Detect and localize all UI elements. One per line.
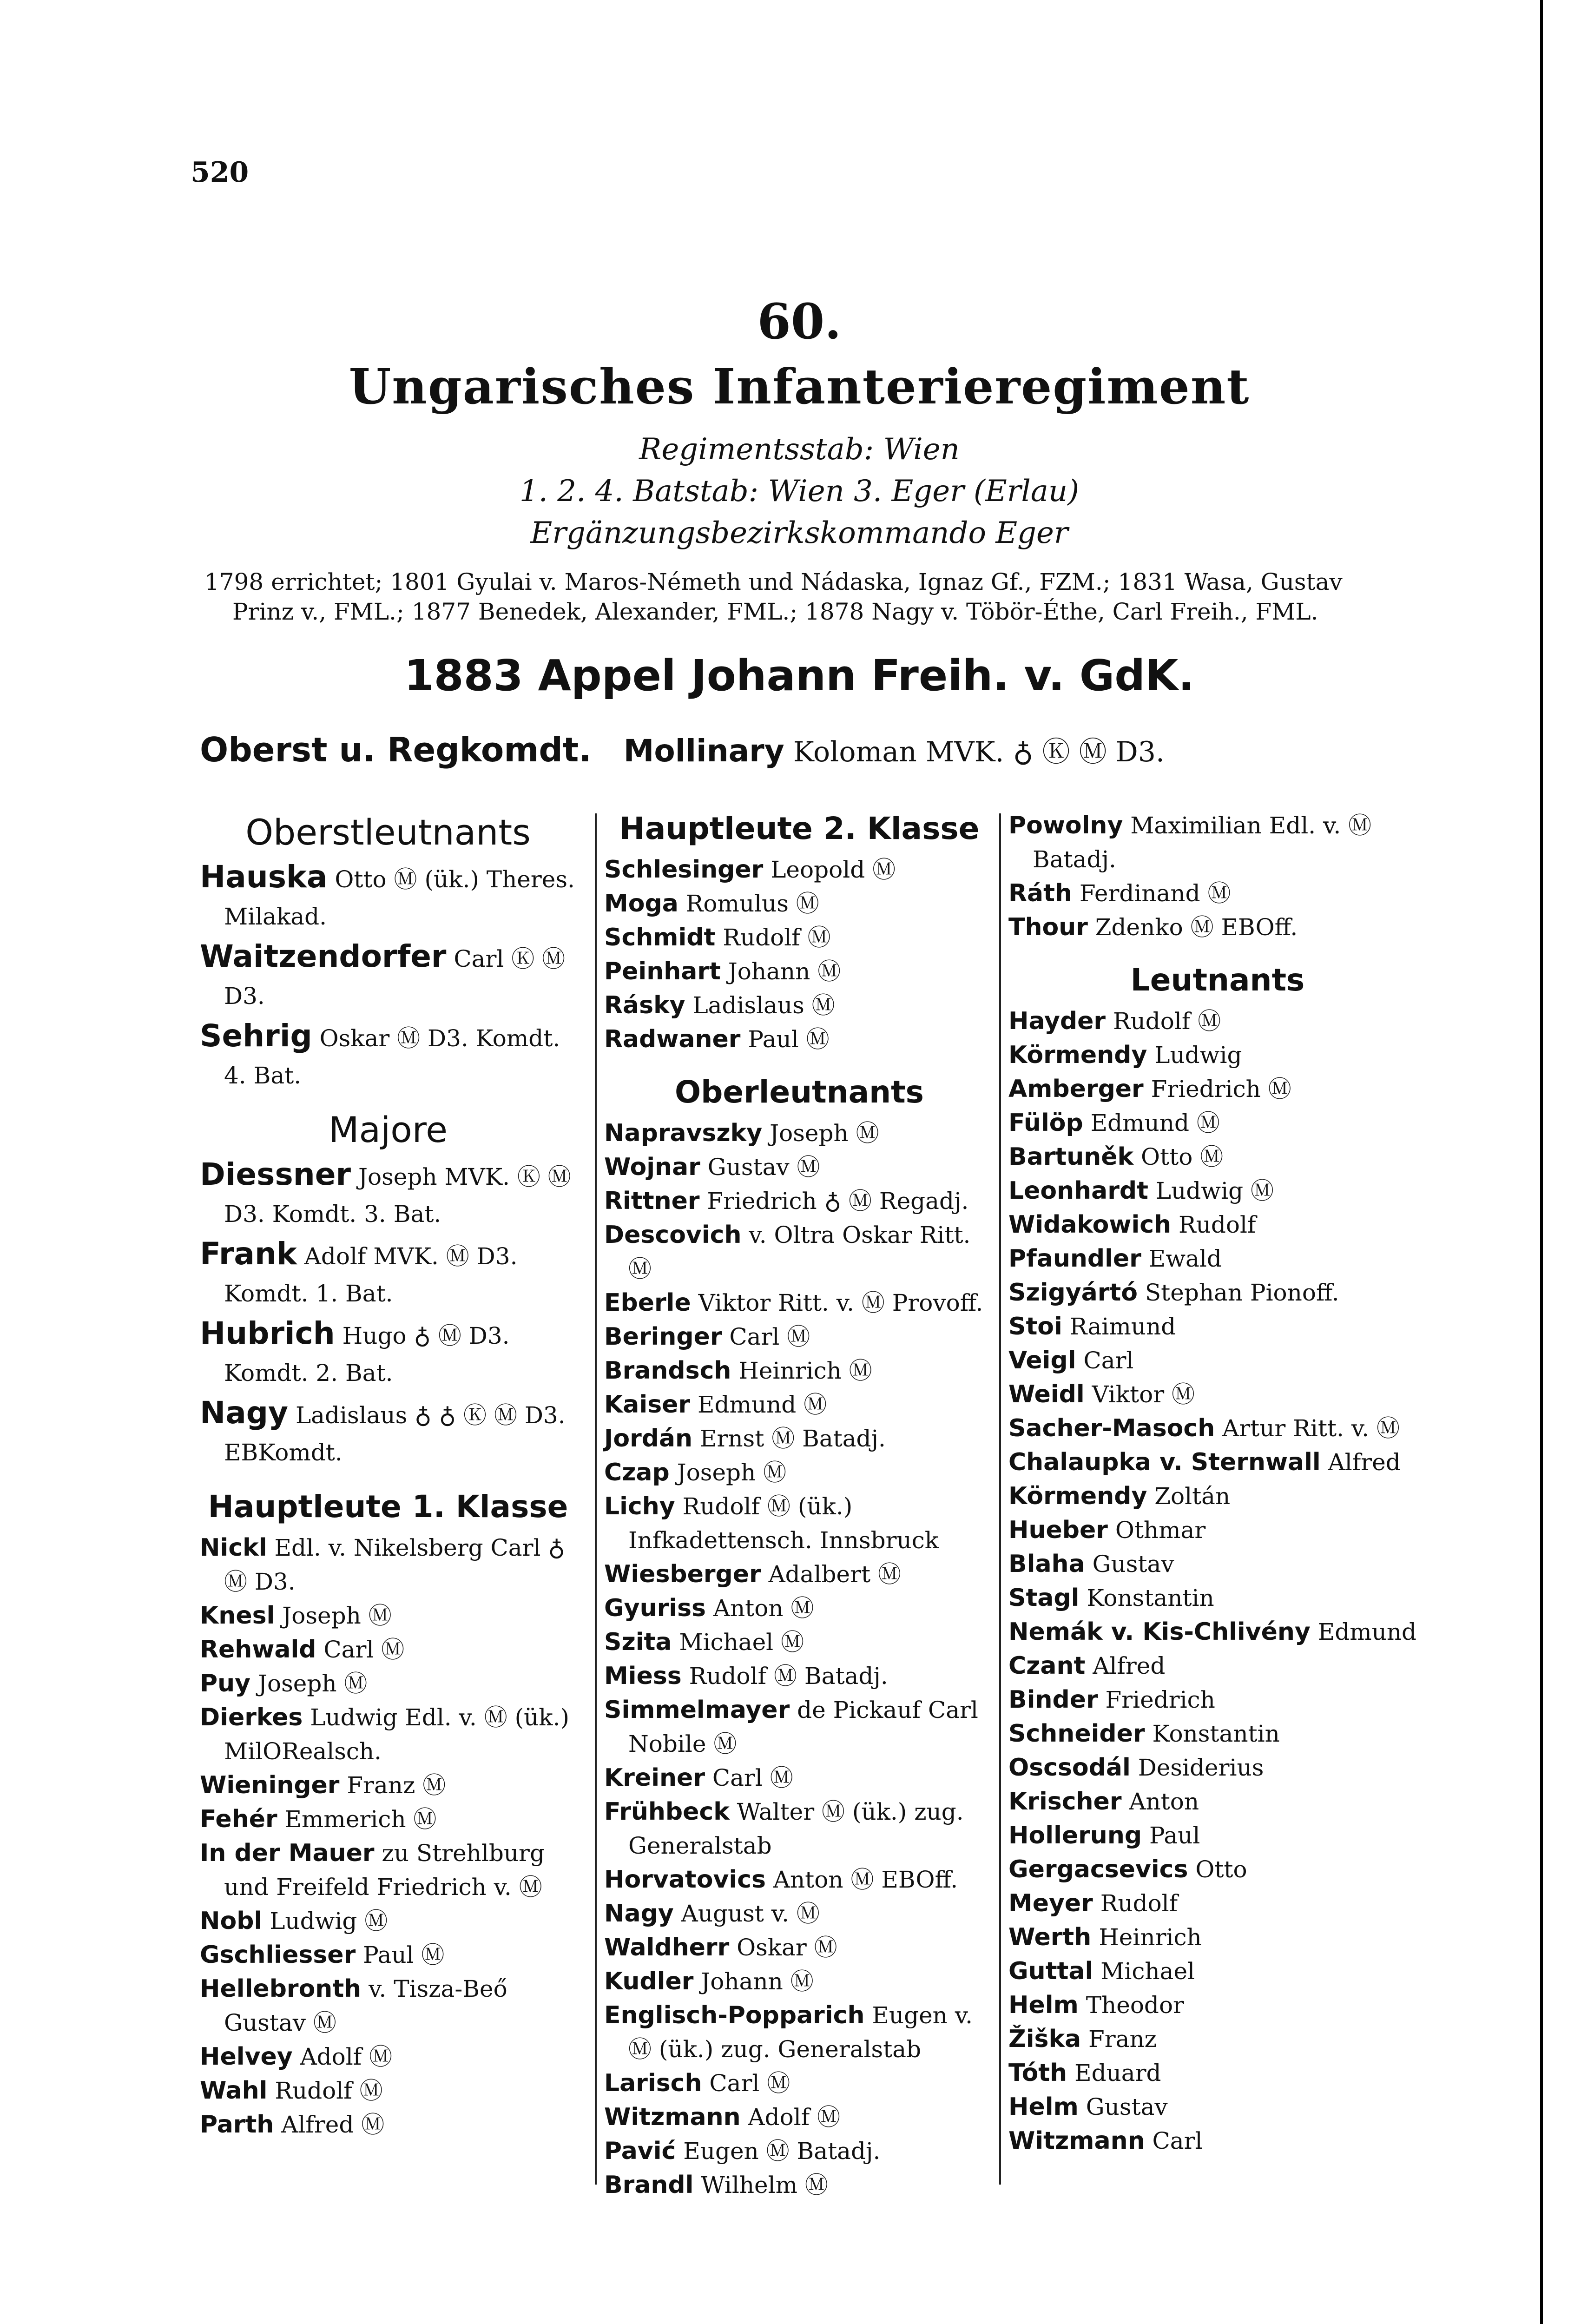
officer-surname: Parth bbox=[200, 2111, 274, 2139]
officer-details: Alfred Ⓜ bbox=[274, 2111, 385, 2138]
officer-details: Alfred bbox=[1085, 1652, 1166, 1679]
officer-entry bbox=[200, 1156, 576, 1233]
officer-surname: Englisch-Popparich bbox=[604, 2001, 865, 2029]
officer-surname: Kudler bbox=[604, 1967, 694, 1995]
officer-details: Desiderius bbox=[1130, 1754, 1264, 1781]
officer-details: Rudolf Ⓜ bbox=[1106, 1008, 1221, 1035]
officer-surname: Schneider bbox=[1008, 1720, 1145, 1748]
officer-details: Joseph Ⓜ bbox=[762, 1120, 879, 1147]
officer-surname: Rásky bbox=[604, 991, 685, 1019]
officer-surname: Körmendy bbox=[1008, 1041, 1147, 1069]
officer-entry bbox=[1008, 1344, 1427, 1378]
officer-entry bbox=[200, 1633, 576, 1667]
officer-details: Rudolf Ⓜ (ük.) Infkadettensch. Innsbruck bbox=[628, 1493, 939, 1554]
officer-entry bbox=[604, 1625, 995, 1659]
officer-details: Franz Ⓜ bbox=[339, 1772, 446, 1799]
officer-details: Hugo ♁ Ⓜ D3. Komdt. 2. Bat. bbox=[224, 1322, 510, 1386]
officer-surname: Nagy bbox=[604, 1900, 674, 1928]
officer-details: Anton bbox=[1121, 1788, 1199, 1815]
roster-column-2 bbox=[604, 809, 995, 2202]
officer-surname: Simmelmayer bbox=[604, 1696, 790, 1724]
officer-entry bbox=[1008, 2022, 1427, 2056]
officer-surname: Helvey bbox=[200, 2043, 293, 2071]
officer-details: Paul Ⓜ bbox=[740, 1026, 830, 1053]
battalion-staff-location: 1. 2. 4. Batstab: Wien 3. Eger (Erlau) bbox=[519, 474, 1080, 508]
officer-surname: Frank bbox=[200, 1236, 297, 1272]
officer-entry bbox=[604, 1422, 995, 1456]
officer-details: Friedrich Ⓜ bbox=[1143, 1076, 1291, 1103]
officer-entry bbox=[200, 1667, 576, 1701]
officer-entry bbox=[1008, 809, 1427, 877]
officer-entry bbox=[1008, 1547, 1427, 1581]
officer-details: Ludwig Ⓜ bbox=[1148, 1177, 1274, 1204]
officer-entry bbox=[1008, 2124, 1427, 2158]
officer-surname: Pavić bbox=[604, 2137, 676, 2165]
column-divider bbox=[595, 813, 597, 2185]
officer-entry bbox=[1008, 1106, 1427, 1140]
officer-entry bbox=[1008, 1174, 1427, 1208]
officer-entry bbox=[1008, 1378, 1427, 1412]
officer-entry bbox=[604, 1761, 995, 1795]
officer-details: v. Tisza-Beő Gustav Ⓜ bbox=[224, 1975, 507, 2036]
officer-surname: In der Mauer bbox=[200, 1839, 375, 1867]
section-heading: Majore bbox=[328, 1109, 448, 1150]
officer-surname: Szita bbox=[604, 1628, 672, 1656]
officer-details: Otto bbox=[1188, 1856, 1247, 1883]
officer-surname: Krischer bbox=[1008, 1788, 1122, 1816]
officer-surname: Gergacsevics bbox=[1008, 1855, 1188, 1883]
officer-details: Paul bbox=[1142, 1822, 1200, 1849]
roster-column-3 bbox=[1008, 809, 1427, 2158]
officer-entry bbox=[200, 1599, 576, 1633]
officer-entry bbox=[200, 1531, 576, 1599]
officer-entry bbox=[1008, 1887, 1427, 1921]
officer-entry bbox=[604, 1456, 995, 1490]
officer-surname: Gyuriss bbox=[604, 1594, 706, 1622]
officer-entry bbox=[200, 1394, 576, 1471]
officer-entry bbox=[200, 1938, 576, 1972]
officer-surname: Waitzendorfer bbox=[200, 938, 447, 974]
officer-entry bbox=[604, 1591, 995, 1625]
officer-details: Carl Ⓚ Ⓜ D3. bbox=[224, 945, 566, 1010]
section-heading: Oberleutnants bbox=[675, 1074, 924, 1110]
officer-surname: Dierkes bbox=[200, 1703, 303, 1731]
officer-surname: Lichy bbox=[604, 1492, 675, 1520]
section-heading: Oberstleutnants bbox=[245, 812, 531, 853]
officer-entry bbox=[1008, 1921, 1427, 1954]
officer-details: Emmerich Ⓜ bbox=[277, 1806, 437, 1833]
colonel-entry bbox=[200, 730, 1165, 770]
officer-details: Joseph Ⓜ bbox=[669, 1459, 787, 1486]
officer-entry bbox=[604, 955, 995, 989]
officer-surname: Kaiser bbox=[604, 1391, 691, 1419]
officer-surname: Peinhart bbox=[604, 957, 721, 985]
officer-surname: Oscsodál bbox=[1008, 1754, 1131, 1782]
officer-entry bbox=[604, 1388, 995, 1422]
officer-details: v. Oltra Oskar Ritt. Ⓜ bbox=[628, 1221, 971, 1282]
officer-details: Franz bbox=[1081, 2026, 1157, 2053]
officer-entry bbox=[604, 853, 995, 887]
officer-surname: Blaha bbox=[1008, 1550, 1085, 1578]
officer-surname: Eberle bbox=[604, 1289, 691, 1317]
officer-details: Eugen Ⓜ Batadj. bbox=[676, 2138, 881, 2165]
officer-entry bbox=[604, 989, 995, 1023]
officer-entry bbox=[1008, 1208, 1427, 1242]
officer-entry bbox=[200, 938, 576, 1015]
officer-details: Edl. v. Nikelsberg Carl ♁ Ⓜ D3. bbox=[224, 1534, 565, 1595]
officer-entry bbox=[604, 1150, 995, 1184]
officer-surname: Szigyártó bbox=[1008, 1279, 1138, 1307]
officer-surname: Ráth bbox=[1008, 879, 1073, 907]
officer-entry bbox=[1008, 1412, 1427, 1446]
officer-surname: Binder bbox=[1008, 1686, 1098, 1714]
officer-entry bbox=[1008, 1581, 1427, 1615]
officer-entry bbox=[604, 1023, 995, 1056]
officer-details: Rudolf Ⓜ bbox=[267, 2077, 383, 2104]
officer-entry bbox=[1008, 1479, 1427, 1513]
officer-entry bbox=[604, 2168, 995, 2202]
officer-details: Ladislaus ♁ ♁ Ⓚ Ⓜ D3. EBKomdt. bbox=[224, 1402, 566, 1466]
officer-surname: Wojnar bbox=[604, 1153, 700, 1181]
officer-details: Heinrich bbox=[1091, 1924, 1202, 1951]
staff-location: Regimentsstab: Wien bbox=[639, 432, 960, 467]
officer-entry bbox=[1008, 911, 1427, 944]
officer-details: Edmund Ⓜ bbox=[1083, 1109, 1220, 1136]
section-heading: Leutnants bbox=[1130, 962, 1305, 998]
page-number: 520 bbox=[191, 156, 249, 189]
officer-surname: Guttal bbox=[1008, 1957, 1093, 1985]
officer-entry bbox=[604, 1863, 995, 1897]
officer-details: Rudolf Ⓜ bbox=[715, 924, 831, 951]
officer-details: Konstantin bbox=[1079, 1585, 1214, 1611]
officer-surname: Gschliesser bbox=[200, 1941, 356, 1969]
officer-details: Ludwig bbox=[1147, 1042, 1242, 1069]
officer-surname: Diessner bbox=[200, 1156, 351, 1192]
officer-entry bbox=[200, 1701, 576, 1769]
officer-entry bbox=[1008, 1785, 1427, 1819]
regiment-history bbox=[204, 567, 1422, 627]
officer-details: Rudolf bbox=[1171, 1211, 1256, 1238]
officer-entry bbox=[604, 1184, 995, 1218]
officer-entry bbox=[200, 2108, 576, 2142]
officer-details: Raimund bbox=[1062, 1313, 1176, 1340]
officer-surname: Hubrich bbox=[200, 1315, 335, 1351]
officer-details: Othmar bbox=[1107, 1517, 1206, 1544]
officer-entry bbox=[1008, 1819, 1427, 1853]
officer-entry bbox=[604, 1931, 995, 1965]
officer-entry bbox=[1008, 1004, 1427, 1038]
colonel-rank: Oberst u. Regkomdt. bbox=[200, 730, 592, 769]
officer-details: Adolf Ⓜ bbox=[740, 2104, 841, 2131]
officer-details: Ferdinand Ⓜ bbox=[1072, 880, 1231, 907]
officer-surname: Witzmann bbox=[604, 2103, 741, 2131]
section-heading: Hauptleute 1. Klasse bbox=[208, 1489, 568, 1525]
officer-surname: Helm bbox=[1008, 1991, 1079, 2019]
officer-surname: Puy bbox=[200, 1670, 251, 1697]
officer-details: Joseph Ⓜ bbox=[250, 1670, 368, 1697]
officer-details: Michael Ⓜ bbox=[672, 1629, 804, 1656]
officer-surname: Stagl bbox=[1008, 1584, 1080, 1612]
officer-surname: Fülöp bbox=[1008, 1109, 1083, 1137]
officer-details: Gustav bbox=[1078, 2093, 1168, 2120]
officer-entry bbox=[604, 921, 995, 955]
officer-entry bbox=[604, 1286, 995, 1320]
officer-details: Alfred bbox=[1320, 1449, 1401, 1476]
officer-entry bbox=[1008, 1038, 1427, 1072]
officer-surname: Frühbeck bbox=[604, 1798, 730, 1826]
officer-surname: Miess bbox=[604, 1662, 682, 1690]
officer-surname: Knesl bbox=[200, 1602, 275, 1630]
officer-details: Viktor Ⓜ bbox=[1084, 1381, 1195, 1408]
officer-entry bbox=[604, 1897, 995, 1931]
officer-entry bbox=[604, 1795, 995, 1863]
officer-details: Rudolf Ⓜ Batadj. bbox=[681, 1663, 888, 1690]
officer-entry bbox=[1008, 2090, 1427, 2124]
officer-surname: Jordán bbox=[604, 1425, 693, 1452]
officer-entry bbox=[604, 1490, 995, 1558]
officer-surname: Weidl bbox=[1008, 1380, 1085, 1408]
officer-details: Anton Ⓜ EBOff. bbox=[765, 1866, 958, 1893]
officer-details: Carl bbox=[1076, 1347, 1134, 1374]
officer-details: Carl Ⓜ bbox=[702, 2070, 790, 2097]
officer-entry bbox=[200, 1017, 576, 1094]
officer-surname: Amberger bbox=[1008, 1075, 1144, 1103]
officer-surname: Hueber bbox=[1008, 1516, 1108, 1544]
officer-entry bbox=[604, 1999, 995, 2067]
officer-entry bbox=[200, 1836, 576, 1904]
officer-details: Viktor Ritt. v. Ⓜ Provoff. bbox=[691, 1289, 983, 1316]
regiment-title: Ungarisches Infanterieregiment bbox=[349, 358, 1250, 415]
officer-details: Carl bbox=[1145, 2127, 1203, 2154]
officer-surname: Powolny bbox=[1008, 812, 1123, 839]
officer-surname: Pfaundler bbox=[1008, 1245, 1141, 1273]
officer-entry bbox=[1008, 1988, 1427, 2022]
officer-details: Carl Ⓜ bbox=[722, 1323, 810, 1350]
officer-details: Oskar Ⓜ bbox=[729, 1934, 837, 1961]
officer-entry bbox=[200, 1315, 576, 1392]
officer-surname: Brandl bbox=[604, 2171, 694, 2199]
officer-entry bbox=[604, 2100, 995, 2134]
officer-entry bbox=[1008, 1683, 1427, 1717]
officer-details: Maximilian Edl. v. Ⓜ Batadj. bbox=[1033, 812, 1372, 873]
column-divider bbox=[999, 813, 1001, 2185]
officer-details: Gustav bbox=[1085, 1551, 1174, 1578]
officer-details: Walter Ⓜ (ük.) zug. Generalstab bbox=[628, 1798, 964, 1859]
officer-entry bbox=[200, 2040, 576, 2074]
officer-surname: Thour bbox=[1008, 913, 1088, 941]
officer-details: Eduard bbox=[1067, 2060, 1161, 2086]
officer-details: Johann Ⓜ bbox=[693, 1968, 814, 1995]
officer-details: Stephan Pionoff. bbox=[1137, 1279, 1339, 1306]
history-line: Prinz v., FML.; 1877 Benedek, Alexander, FML.; 1878 Nagy v. Töbör-Éthe, Carl Freih., FML. bbox=[232, 598, 1318, 625]
officer-surname: Bartuněk bbox=[1008, 1143, 1134, 1171]
officer-entry bbox=[1008, 2056, 1427, 2090]
officer-entry bbox=[604, 2067, 995, 2100]
officer-details: Michael bbox=[1093, 1958, 1195, 1985]
officer-entry bbox=[200, 858, 576, 935]
officer-details: Ernst Ⓜ Batadj. bbox=[692, 1425, 886, 1452]
officer-entry bbox=[1008, 1954, 1427, 1988]
officer-surname: Wiesberger bbox=[604, 1560, 761, 1588]
officer-details: Otto Ⓜ bbox=[1133, 1143, 1224, 1170]
officer-entry bbox=[604, 1965, 995, 1999]
officer-surname: Helm bbox=[1008, 2093, 1079, 2121]
officer-details: Wilhelm Ⓜ bbox=[693, 2172, 828, 2199]
officer-details: Joseph Ⓜ bbox=[275, 1602, 392, 1629]
officer-entry bbox=[200, 1972, 576, 2040]
officer-details: Zdenko Ⓜ EBOff. bbox=[1087, 914, 1298, 941]
officer-details: Carl Ⓜ bbox=[316, 1636, 405, 1663]
officer-surname: Brandsch bbox=[604, 1357, 731, 1385]
officer-details: Romulus Ⓜ bbox=[678, 890, 819, 917]
officer-details: Edmund bbox=[1310, 1618, 1417, 1645]
officer-surname: Moga bbox=[604, 890, 678, 918]
officer-surname: Hauska bbox=[200, 859, 328, 895]
officer-surname: Larisch bbox=[604, 2069, 702, 2097]
officer-entry bbox=[200, 2074, 576, 2108]
officer-surname: Napravszky bbox=[604, 1119, 763, 1147]
officer-entry bbox=[1008, 1072, 1427, 1106]
officer-details: Johann Ⓜ bbox=[720, 958, 841, 985]
officer-surname: Rehwald bbox=[200, 1636, 316, 1664]
recruiting-district: Ergänzungsbezirkskommando Eger bbox=[530, 516, 1068, 550]
officer-entry bbox=[604, 1693, 995, 1761]
officer-details: Joseph MVK. Ⓚ Ⓜ D3. Komdt. 3. Bat. bbox=[224, 1163, 571, 1228]
officer-details: Adolf MVK. Ⓜ D3. Komdt. 1. Bat. bbox=[224, 1243, 518, 1307]
officer-surname: Czant bbox=[1008, 1652, 1086, 1680]
officer-entry bbox=[1008, 1751, 1427, 1785]
officer-surname: Hellebronth bbox=[200, 1975, 362, 2003]
officer-surname: Radwaner bbox=[604, 1025, 741, 1053]
officer-surname: Nickl bbox=[200, 1534, 267, 1562]
officer-entry bbox=[604, 1218, 995, 1286]
officer-entry bbox=[1008, 1615, 1427, 1649]
officer-details: Paul Ⓜ bbox=[356, 1941, 445, 1968]
colonel-surname: Mollinary bbox=[623, 733, 784, 769]
officer-details: Edmund Ⓜ bbox=[690, 1391, 827, 1418]
officer-details: Adolf Ⓜ bbox=[292, 2043, 393, 2070]
officer-details: Ludwig Ⓜ bbox=[262, 1908, 388, 1934]
regiment-owner: 1883 Appel Johann Freih. v. GdK. bbox=[404, 651, 1195, 700]
officer-details: Leopold Ⓜ bbox=[763, 856, 896, 883]
colonel-details: Koloman MVK. ♁ Ⓚ Ⓜ D3. bbox=[793, 736, 1165, 768]
officer-surname: Leonhardt bbox=[1008, 1177, 1148, 1205]
officer-entry bbox=[1008, 1853, 1427, 1887]
officer-details: Gustav Ⓜ bbox=[700, 1154, 820, 1181]
officer-details: Eugen v. Ⓜ (ük.) zug. Generalstab bbox=[628, 2002, 973, 2063]
officer-surname: Sacher-Masoch bbox=[1008, 1414, 1215, 1442]
officer-surname: Fehér bbox=[200, 1805, 277, 1833]
officer-entry bbox=[1008, 877, 1427, 911]
officer-surname: Wieninger bbox=[200, 1771, 340, 1799]
officer-details: Oskar Ⓜ D3. Komdt. 4. Bat. bbox=[224, 1025, 560, 1089]
officer-entry bbox=[1008, 1276, 1427, 1310]
officer-entry bbox=[604, 1558, 995, 1591]
officer-details: Friedrich ♁ Ⓜ Regadj. bbox=[699, 1188, 969, 1215]
officer-details: Zoltán bbox=[1147, 1483, 1231, 1510]
officer-entry bbox=[604, 1320, 995, 1354]
officer-entry bbox=[604, 1659, 995, 1693]
officer-entry bbox=[1008, 1649, 1427, 1683]
officer-surname: Žiška bbox=[1008, 2025, 1081, 2053]
officer-details: zu Strehlburg und Freifeld Friedrich v. Ⓜ bbox=[224, 1840, 545, 1901]
officer-entry bbox=[200, 1904, 576, 1938]
officer-details: de Pickauf Carl Nobile Ⓜ bbox=[628, 1697, 978, 1757]
officer-surname: Beringer bbox=[604, 1323, 722, 1351]
officer-surname: Stoi bbox=[1008, 1313, 1062, 1340]
officer-details: August v. Ⓜ bbox=[673, 1900, 820, 1927]
officer-surname: Chalaupka v. Sternwall bbox=[1008, 1448, 1321, 1476]
officer-surname: Sehrig bbox=[200, 1018, 312, 1054]
officer-entry bbox=[1008, 1310, 1427, 1344]
section-heading: Hauptleute 2. Klasse bbox=[619, 811, 980, 846]
officer-surname: Schlesinger bbox=[604, 856, 764, 884]
officer-surname: Nobl bbox=[200, 1907, 263, 1935]
officer-surname: Veigl bbox=[1008, 1347, 1076, 1374]
officer-entry bbox=[1008, 1513, 1427, 1547]
officer-details: Konstantin bbox=[1145, 1720, 1280, 1747]
officer-details: Carl Ⓜ bbox=[705, 1764, 793, 1791]
officer-entry bbox=[604, 1116, 995, 1150]
officer-details: Friedrich bbox=[1098, 1686, 1215, 1713]
officer-details: Rudolf bbox=[1093, 1890, 1178, 1917]
officer-entry bbox=[604, 1354, 995, 1388]
officer-surname: Schmidt bbox=[604, 924, 716, 951]
officer-entry bbox=[1008, 1242, 1427, 1276]
officer-entry bbox=[200, 1802, 576, 1836]
officer-details: Anton Ⓜ bbox=[705, 1595, 814, 1622]
officer-surname: Rittner bbox=[604, 1187, 700, 1215]
officer-surname: Meyer bbox=[1008, 1889, 1093, 1917]
officer-surname: Tóth bbox=[1008, 2059, 1067, 2087]
officer-entry bbox=[200, 1769, 576, 1802]
history-line: 1798 errichtet; 1801 Gyulai v. Maros-Németh und Nádaska, Ignaz Gf., FZM.; 1831 Wasa, Gustav bbox=[204, 568, 1343, 595]
officer-surname: Witzmann bbox=[1008, 2127, 1145, 2155]
officer-surname: Werth bbox=[1008, 1923, 1092, 1951]
officer-details: Otto Ⓜ (ük.) Theres. Milakad. bbox=[224, 866, 575, 930]
officer-details: Theodor bbox=[1078, 1992, 1184, 2019]
officer-surname: Körmendy bbox=[1008, 1482, 1147, 1510]
officer-details: Heinrich Ⓜ bbox=[731, 1357, 872, 1384]
officer-surname: Nemák v. Kis-Chlivény bbox=[1008, 1618, 1311, 1646]
officer-surname: Wahl bbox=[200, 2077, 268, 2105]
officer-surname: Hollerung bbox=[1008, 1822, 1142, 1849]
officer-details: Ewald bbox=[1141, 1245, 1222, 1272]
officer-surname: Horvatovics bbox=[604, 1866, 766, 1894]
officer-entry bbox=[604, 887, 995, 921]
regiment-number: 60. bbox=[757, 293, 842, 350]
officer-details: Artur Ritt. v. Ⓜ bbox=[1215, 1415, 1400, 1442]
officer-entry bbox=[1008, 1446, 1427, 1479]
officer-surname: Widakowich bbox=[1008, 1211, 1172, 1239]
officer-surname: Waldherr bbox=[604, 1934, 730, 1961]
officer-details: Ludwig Edl. v. Ⓜ (ük.) MilORealsch. bbox=[224, 1704, 569, 1765]
officer-surname: Descovich bbox=[604, 1221, 742, 1249]
officer-entry bbox=[200, 1235, 576, 1312]
officer-entry bbox=[604, 2134, 995, 2168]
officer-surname: Hayder bbox=[1008, 1007, 1106, 1035]
officer-surname: Kreiner bbox=[604, 1764, 705, 1792]
officer-details: Ladislaus Ⓜ bbox=[685, 992, 835, 1019]
officer-surname: Nagy bbox=[200, 1395, 289, 1431]
officer-entry bbox=[1008, 1140, 1427, 1174]
officer-details: Adalbert Ⓜ bbox=[761, 1561, 901, 1588]
roster-column-1 bbox=[200, 809, 576, 2142]
officer-surname: Czap bbox=[604, 1459, 670, 1486]
officer-entry bbox=[1008, 1717, 1427, 1751]
